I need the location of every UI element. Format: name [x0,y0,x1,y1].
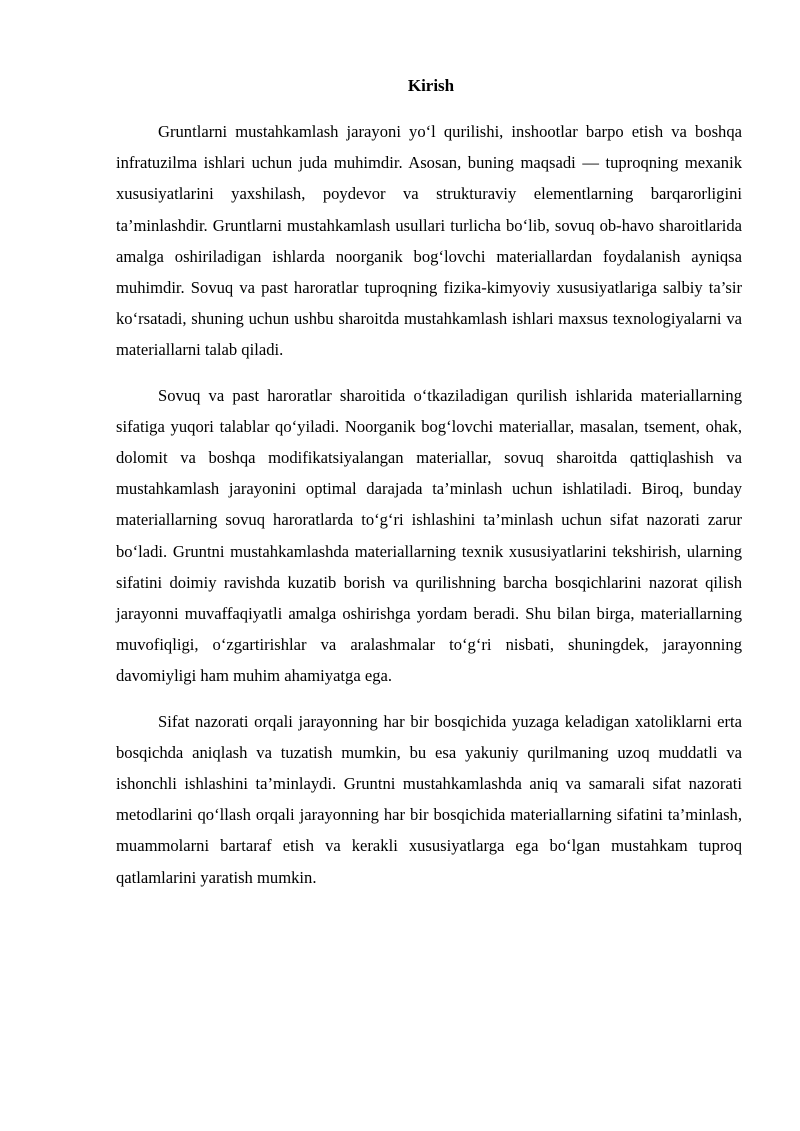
paragraph-1: Gruntlarni mustahkamlash jarayoni yo‘l qurilishi, inshootlar barpo etish va boshqa infratuzilma ishlari uchun juda muhimdir. Asosan, buning maqsadi — tuproqning mexanik xususiyatlarini yaxshilash, poydevor va strukturaviy elementlarning barqarorligini ta’minlashdir. Gruntlarni mustahkamlash usullari turlicha bo‘lib, sovuq ob-havo sharoitlarida amalga oshiriladigan ishlarda noorganik bog‘lovchi materiallardan foydalanish ayniqsa muhimdir. Sovuq va past haroratlar tuproqning fizika-kimyoviy xususiyatlariga salbiy ta’sir ko‘rsatadi, shuning uchun ushbu sharoitda mustahkamlash ishlari maxsus texnologiyalarni va materiallarni talab qiladi. [116,122,742,360]
paragraph-3: Sifat nazorati orqali jarayonning har bir bosqichida yuzaga keladigan xatoliklarni erta bosqichda aniqlash va tuzatish mumkin, bu esa yakuniy qurilmaning uzoq muddatli va ishonchli ishlashini ta’minlaydi. Gruntni mustahkamlashda aniq va samarali sifat nazorati metodlarini qo‘llash orqali jarayonning har bir bosqichida materiallarning sifatini ta’minlash, muammolarni bartaraf etish va kerakli xususiyatlarga ega bo‘lgan mustahkam tuproq qatlamlarini yaratish mumkin. [116,711,742,887]
page-title: Kirish [407,76,455,95]
paragraph-2: Sovuq va past haroratlar sharoitida o‘tkaziladigan qurilish ishlarida materiallarning sifatiga yuqori talablar qo‘yiladi. Noorganik bog‘lovchi materiallar, masalan, tsement, ohak, dolomit va boshqa modifikatsiyalangan materiallar, sovuq sharoitda qattiqlashish va mustahkamlash jarayonini optimal darajada ta’minlash uchun ishlatiladi. Biroq, bunday materiallarning sovuq haroratlarda to‘g‘ri ishlashini ta’minlash uchun sifat nazorati zarur bo‘ladi. Gruntni mustahkamlashda materiallarning texnik xususiyatlarini tekshirish, ularning sifatini doimiy ravishda kuzatib borish va qurilishning barcha bosqichlarini nazorat qilish jarayonni muvaffaqiyatli amalga oshirishga yordam beradi. Shu bilan birga, materiallarning muvofiqligi, o‘zgartirishlar va aralashmalar to‘g‘ri nisbati, shuningdek, jarayonning davomiyligi ham muhim ahamiyatga ega. [116,385,742,686]
document-body [116,74,742,893]
